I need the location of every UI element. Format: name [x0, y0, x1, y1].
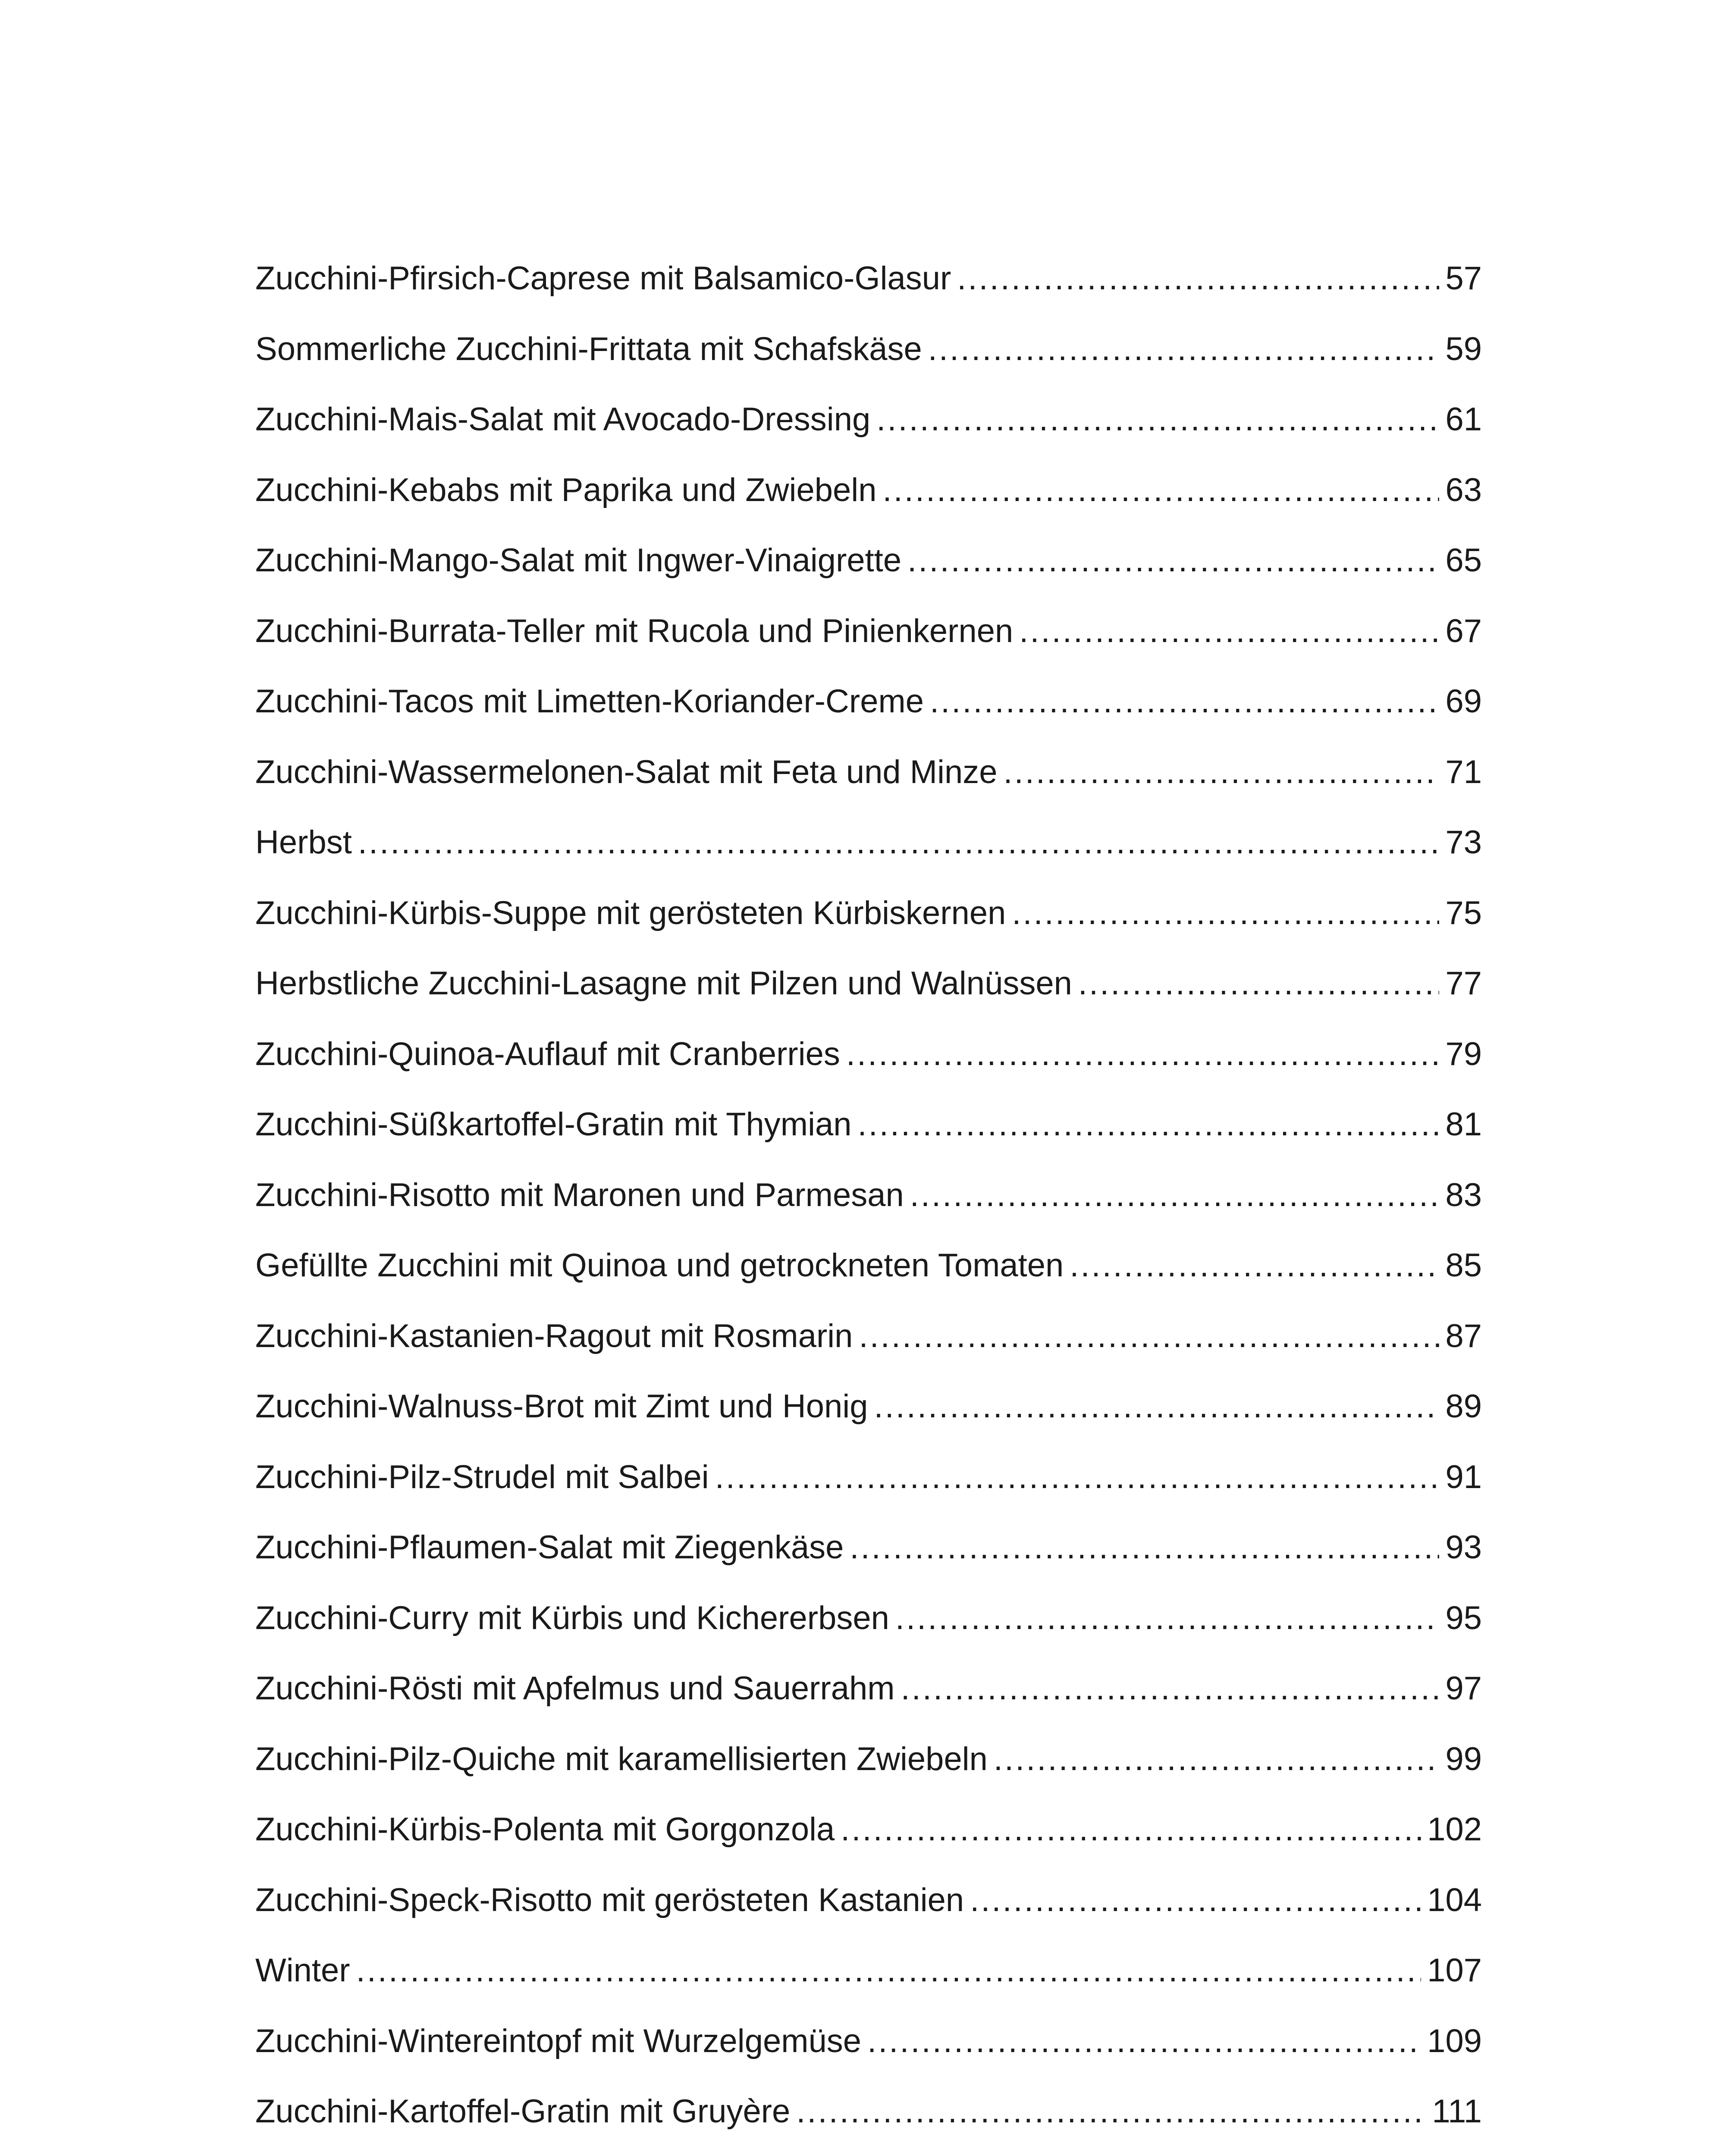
- toc-entry[interactable]: [255, 1175, 1482, 1245]
- toc-entry-page: 107: [1427, 1952, 1482, 1989]
- toc-entry[interactable]: [255, 752, 1482, 822]
- toc-entry-title: Zucchini-Mango-Salat mit Ingwer-Vinaigrette: [255, 542, 902, 579]
- toc-entry-title: Zucchini-Speck-Risotto mit gerösteten Kastanien: [255, 1881, 964, 1918]
- toc-entry[interactable]: [255, 1809, 1482, 1880]
- toc-dot-leader: [715, 1457, 1440, 1498]
- toc-entry[interactable]: [255, 963, 1482, 1034]
- toc-entry-page: 109: [1427, 2022, 1482, 2059]
- toc-entry[interactable]: [255, 1386, 1482, 1457]
- toc-entry-page: 79: [1445, 1035, 1482, 1072]
- toc-entry[interactable]: [255, 540, 1482, 611]
- toc-dot-leader: [957, 258, 1439, 299]
- toc-dot-leader: [1070, 1245, 1439, 1286]
- toc-entry-page: 99: [1445, 1740, 1482, 1777]
- toc-entry[interactable]: [255, 1880, 1482, 1950]
- toc-dot-leader: [907, 540, 1439, 581]
- toc-entry[interactable]: [255, 2021, 1482, 2091]
- toc-entry[interactable]: [255, 611, 1482, 681]
- toc-entry-title: Zucchini-Süßkartoffel-Gratin mit Thymian: [255, 1106, 852, 1143]
- toc-entry-page: 63: [1445, 471, 1482, 508]
- toc-entry-title: Zucchini-Kürbis-Suppe mit gerösteten Kürbiskernen: [255, 894, 1006, 931]
- toc-dot-leader: [876, 399, 1439, 440]
- toc-dot-leader: [858, 1104, 1440, 1145]
- toc-entry-page: 93: [1445, 1529, 1482, 1566]
- toc-dot-leader: [796, 2091, 1426, 2132]
- toc-entry[interactable]: [255, 470, 1482, 540]
- toc-dot-leader: [356, 1950, 1421, 1991]
- toc-entry[interactable]: [255, 1316, 1482, 1386]
- toc-entry[interactable]: [255, 329, 1482, 399]
- toc-dot-leader: [970, 1880, 1421, 1921]
- toc-entry-page: 102: [1427, 1811, 1482, 1848]
- toc-dot-leader: [895, 1598, 1440, 1639]
- toc-dot-leader: [930, 681, 1439, 722]
- toc-dot-leader: [859, 1316, 1439, 1357]
- toc-entry[interactable]: [255, 1739, 1482, 1809]
- toc-entry-page: 91: [1445, 1458, 1482, 1495]
- toc-section-entry[interactable]: [255, 1950, 1482, 2021]
- toc-dot-leader: [358, 822, 1440, 863]
- toc-entry[interactable]: [255, 399, 1482, 470]
- toc-entry-title: Zucchini-Kartoffel-Gratin mit Gruyère: [255, 2093, 791, 2130]
- toc-entry-page: 85: [1445, 1247, 1482, 1284]
- toc-entry[interactable]: [255, 893, 1482, 963]
- toc-entry-page: 95: [1445, 1599, 1482, 1636]
- toc-entry[interactable]: [255, 1527, 1482, 1598]
- toc-dot-leader: [1019, 611, 1439, 652]
- toc-section-title: Herbst: [255, 824, 352, 861]
- toc-entry[interactable]: [255, 1457, 1482, 1527]
- toc-entry-page: 73: [1445, 824, 1482, 861]
- toc-dot-leader: [882, 470, 1439, 511]
- toc-entry-title: Herbstliche Zucchini-Lasagne mit Pilzen und Walnüssen: [255, 965, 1072, 1002]
- toc-section-entry[interactable]: [255, 822, 1482, 893]
- toc-entry-title: Zucchini-Walnuss-Brot mit Zimt und Honig: [255, 1388, 868, 1425]
- toc-entry[interactable]: [255, 681, 1482, 752]
- toc-entry[interactable]: [255, 1668, 1482, 1739]
- toc-entry-page: 57: [1445, 260, 1482, 297]
- toc-entry-page: 71: [1445, 753, 1482, 790]
- toc-entry-page: 97: [1445, 1670, 1482, 1707]
- toc-dot-leader: [846, 1034, 1440, 1075]
- toc-dot-leader: [1012, 893, 1439, 934]
- toc-entry-title: Zucchini-Kürbis-Polenta mit Gorgonzola: [255, 1811, 835, 1848]
- toc-entry-title: Zucchini-Rösti mit Apfelmus und Sauerrahm: [255, 1670, 895, 1707]
- toc-dot-leader: [1078, 963, 1440, 1004]
- toc-dot-leader: [910, 1175, 1440, 1216]
- toc-entry-title: Zucchini-Tacos mit Limetten-Koriander-Creme: [255, 683, 924, 720]
- toc-dot-leader: [874, 1386, 1439, 1427]
- toc-entry-title: Gefüllte Zucchini mit Quinoa und getrockneten Tomaten: [255, 1247, 1064, 1284]
- toc-entry-title: Zucchini-Quinoa-Auflauf mit Cranberries: [255, 1035, 840, 1072]
- toc-entry-title: Zucchini-Burrata-Teller mit Rucola und Pinienkernen: [255, 612, 1013, 649]
- toc-dot-leader: [901, 1668, 1440, 1709]
- toc-entry-title: Zucchini-Wintereintopf mit Wurzelgemüse: [255, 2022, 862, 2059]
- toc-dot-leader: [841, 1809, 1421, 1850]
- toc-dot-leader: [850, 1527, 1439, 1568]
- toc-dot-leader: [994, 1739, 1440, 1780]
- toc-entry[interactable]: [255, 1034, 1482, 1104]
- toc-entry-page: 89: [1445, 1388, 1482, 1425]
- toc-entry-page: 61: [1445, 401, 1482, 438]
- toc-dot-leader: [928, 329, 1440, 370]
- toc-entry[interactable]: [255, 258, 1482, 329]
- toc-entry-title: Zucchini-Pfirsich-Caprese mit Balsamico-Glasur: [255, 260, 951, 297]
- toc-entry-title: Zucchini-Curry mit Kürbis und Kichererbsen: [255, 1599, 889, 1636]
- toc-entry-page: 67: [1445, 612, 1482, 649]
- toc-entry-page: 111: [1432, 2093, 1482, 2130]
- toc-entry-title: Zucchini-Mais-Salat mit Avocado-Dressing: [255, 401, 871, 438]
- toc-entry-page: 104: [1427, 1881, 1482, 1918]
- toc-entry-title: Zucchini-Kastanien-Ragout mit Rosmarin: [255, 1317, 853, 1354]
- toc-entry-title: Zucchini-Pflaumen-Salat mit Ziegenkäse: [255, 1529, 844, 1566]
- toc-entry-title: Zucchini-Wassermelonen-Salat mit Feta und Minze: [255, 753, 998, 790]
- toc-entry-title: Zucchini-Pilz-Strudel mit Salbei: [255, 1458, 709, 1495]
- toc-entry-page: 81: [1445, 1106, 1482, 1143]
- toc-entry[interactable]: [255, 2091, 1482, 2156]
- toc-entry-page: 59: [1445, 330, 1482, 367]
- toc-entry-title: Sommerliche Zucchini-Frittata mit Schafskäse: [255, 330, 922, 367]
- toc-entry-page: 77: [1445, 965, 1482, 1002]
- toc-entry-title: Zucchini-Risotto mit Maronen und Parmesan: [255, 1176, 904, 1213]
- toc-entry-page: 75: [1445, 894, 1482, 931]
- toc-entry-page: 83: [1445, 1176, 1482, 1213]
- table-of-contents: [255, 258, 1482, 2156]
- toc-section-title: Winter: [255, 1952, 350, 1989]
- toc-entry[interactable]: [255, 1104, 1482, 1175]
- toc-entry-page: 87: [1445, 1317, 1482, 1354]
- toc-dot-leader: [1004, 752, 1440, 793]
- toc-entry-page: 69: [1445, 683, 1482, 720]
- toc-entry-title: Zucchini-Pilz-Quiche mit karamellisierten Zwiebeln: [255, 1740, 988, 1777]
- toc-dot-leader: [867, 2021, 1421, 2062]
- toc-entry[interactable]: [255, 1245, 1482, 1316]
- toc-entry-page: 65: [1445, 542, 1482, 579]
- toc-entry-title: Zucchini-Kebabs mit Paprika und Zwiebeln: [255, 471, 877, 508]
- toc-entry[interactable]: [255, 1598, 1482, 1668]
